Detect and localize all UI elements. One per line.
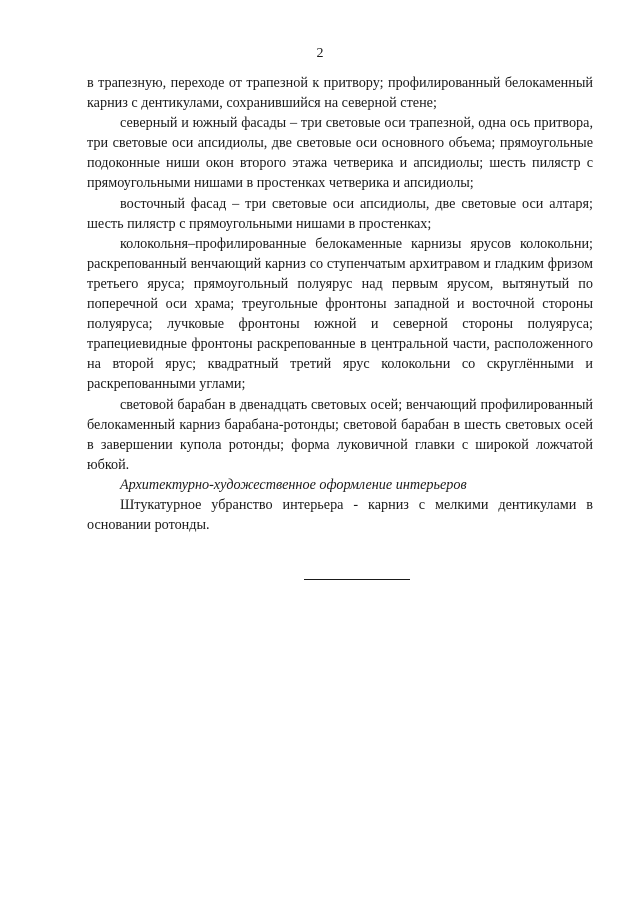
paragraph-bell-tower: колокольня–профилированные белокаменные карнизы ярусов колокольни; раскрепованный венчающий карниз со ступенчатым архитравом и гладким фризом третьего яруса; прямоугольный полуярус над первым ярусом, вытянутый по поперечной оси храма; треугольные фронтоны западной и восточной стороны полуяруса; лучковые фронтоны южной и северной стороны полуяруса; трапециевидные фронтоны раскрепованные в центральной части, расположенного на второй ярус; квадратный третий ярус колокольни со скруглёнными и раскрепованными углами; <box>87 235 593 393</box>
document-body <box>87 73 593 535</box>
paragraph-drum: световой барабан в двенадцать световых осей; венчающий профилированный белокаменный карниз барабана-ротонды; световой барабан в шесть световых осей в завершении купола ротонды; форма луковичной главки с широкой ложчатой юбкой. <box>87 396 593 473</box>
paragraph-refectory-continuation: в трапезную, переходе от трапезной к притвору; профилированный белокаменный карниз с дентикулами, сохранившийся на северной стене; <box>87 75 593 112</box>
paragraph-interior-decoration: Штукатурное убранство интерьера - карниз с мелкими дентикулами в основании ротонды. <box>87 496 593 534</box>
section-heading-interiors: Архитектурно-художественное оформление интерьеров <box>120 476 467 493</box>
end-rule-divider <box>304 579 410 580</box>
paragraph-north-south-facades: северный и южный фасады – три световые оси трапезной, одна ось притвора, три световые оси апсидиолы, две световые оси основного объема; прямоугольные подоконные ниши окон второго этажа четверика и апсидиолы; шесть пилястр с прямоугольными нишами в простенках четверика и апсидиолы; <box>87 115 593 192</box>
paragraph-east-facade: восточный фасад – три световые оси апсидиолы, две световые оси алтаря; шесть пилястр с прямоугольными нишами в простенках; <box>87 195 593 232</box>
page-number: 2 <box>316 46 324 61</box>
